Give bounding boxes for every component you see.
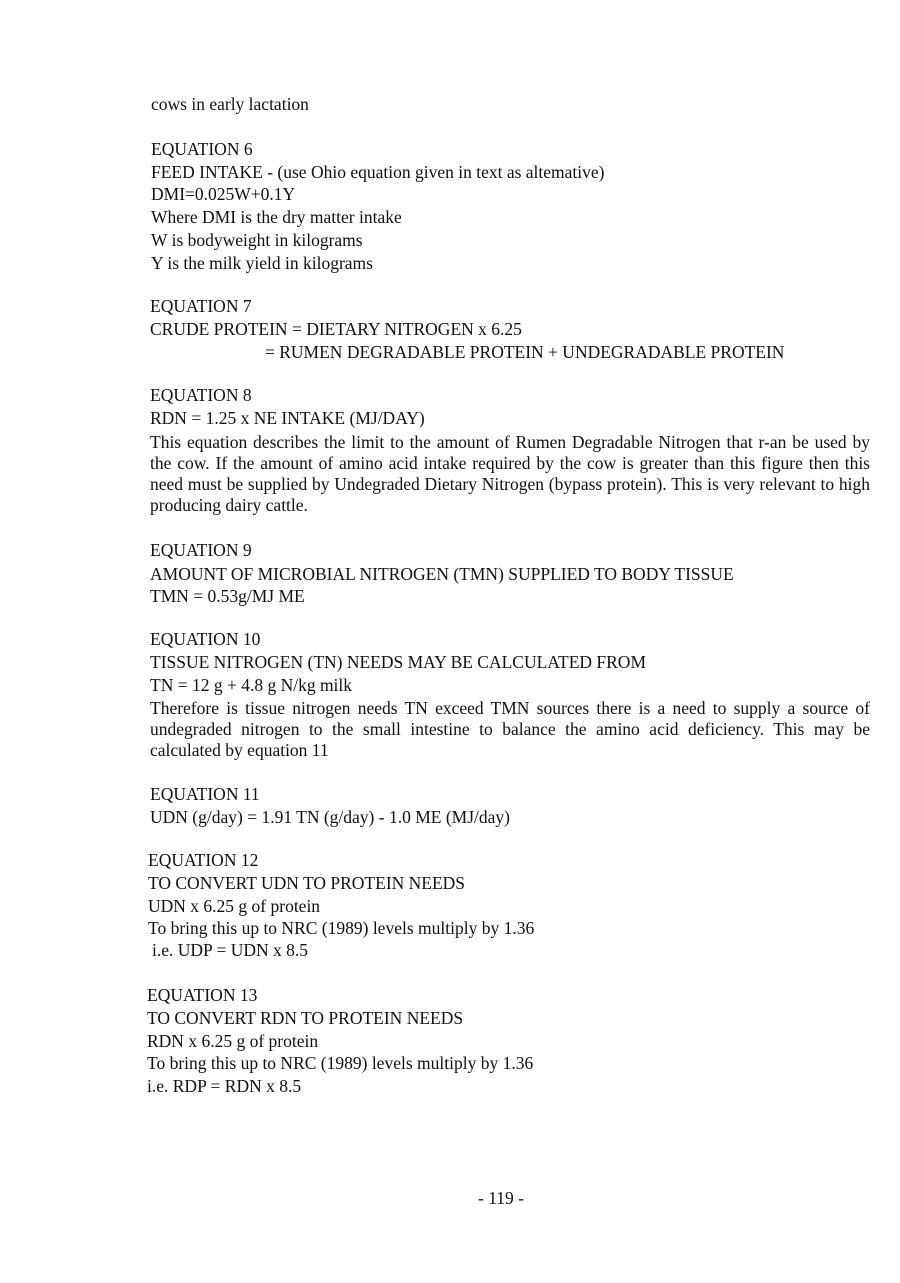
equation-13-line-1: TO CONVERT RDN TO PROTEIN NEEDS: [147, 1008, 464, 1028]
equation-12-line-4: i.e. UDP = UDN x 8.5: [152, 940, 309, 960]
equation-7-heading: EQUATION 7: [150, 296, 252, 316]
equation-7-line-1: CRUDE PROTEIN = DIETARY NITROGEN x 6.25: [150, 319, 522, 339]
equation-9-line-1: AMOUNT OF MICROBIAL NITROGEN (TMN) SUPPLIED TO BODY TISSUE: [150, 564, 734, 584]
equation-13-heading: EQUATION 13: [147, 985, 258, 1005]
equation-8-description: This equation describes the limit to the amount of Rumen Degradable Nitrogen that r-an be used by the cow. If the amount of amino acid intake required by the cow is greater than this figure then this need must be supplied by Undegraded Dietary Nitrogen (bypass protein). This is very relevant to high producing dairy cattle.: [150, 432, 870, 515]
equation-10-description: Therefore is tissue nitrogen needs TN exceed TMN sources there is a need to supply a source of undegraded nitrogen to the small intestine to balance the amino acid deficiency. This may be calculated by equation 11: [150, 698, 870, 760]
equation-9-formula: TMN = 0.53g/MJ ME: [150, 586, 305, 606]
equation-11-formula: UDN (g/day) = 1.91 TN (g/day) - 1.0 ME (MJ/day): [150, 807, 510, 827]
equation-12-line-3: To bring this up to NRC (1989) levels multiply by 1.36: [148, 918, 535, 938]
equation-11-heading: EQUATION 11: [150, 784, 260, 804]
equation-12-heading: EQUATION 12: [148, 850, 259, 870]
equation-10-line-1: TISSUE NITROGEN (TN) NEEDS MAY BE CALCULATED FROM: [150, 652, 646, 672]
page-number: - 119 -: [478, 1188, 525, 1208]
equation-6-formula: DMI=0.025W+0.1Y: [151, 184, 296, 204]
equation-10-formula: TN = 12 g + 4.8 g N/kg milk: [150, 675, 353, 695]
equation-12-line-1: TO CONVERT UDN TO PROTEIN NEEDS: [148, 873, 466, 893]
equation-6-line-1: FEED INTAKE - (use Ohio equation given in text as altemative): [151, 162, 605, 182]
equation-6-line-4: W is bodyweight in kilograms: [151, 230, 363, 250]
equation-6-line-3: Where DMI is the dry matter intake: [151, 207, 402, 227]
equation-13-line-4: i.e. RDP = RDN x 8.5: [147, 1076, 302, 1096]
equation-8-formula: RDN = 1.25 x NE INTAKE (MJ/DAY): [150, 408, 425, 428]
equation-6-line-5: Y is the milk yield in kilograms: [151, 253, 373, 273]
intro-text: cows in early lactation: [151, 94, 309, 114]
equation-13-line-3: To bring this up to NRC (1989) levels multiply by 1.36: [147, 1053, 534, 1073]
equation-9-heading: EQUATION 9: [150, 540, 252, 560]
equation-10-heading: EQUATION 10: [150, 629, 261, 649]
equation-7-line-2: = RUMEN DEGRADABLE PROTEIN + UNDEGRADABLE PROTEIN: [265, 342, 785, 362]
equation-12-line-2: UDN x 6.25 g of protein: [148, 896, 321, 916]
equation-8-heading: EQUATION 8: [150, 385, 252, 405]
equation-13-line-2: RDN x 6.25 g of protein: [147, 1031, 319, 1051]
equation-6-heading: EQUATION 6: [151, 139, 253, 159]
